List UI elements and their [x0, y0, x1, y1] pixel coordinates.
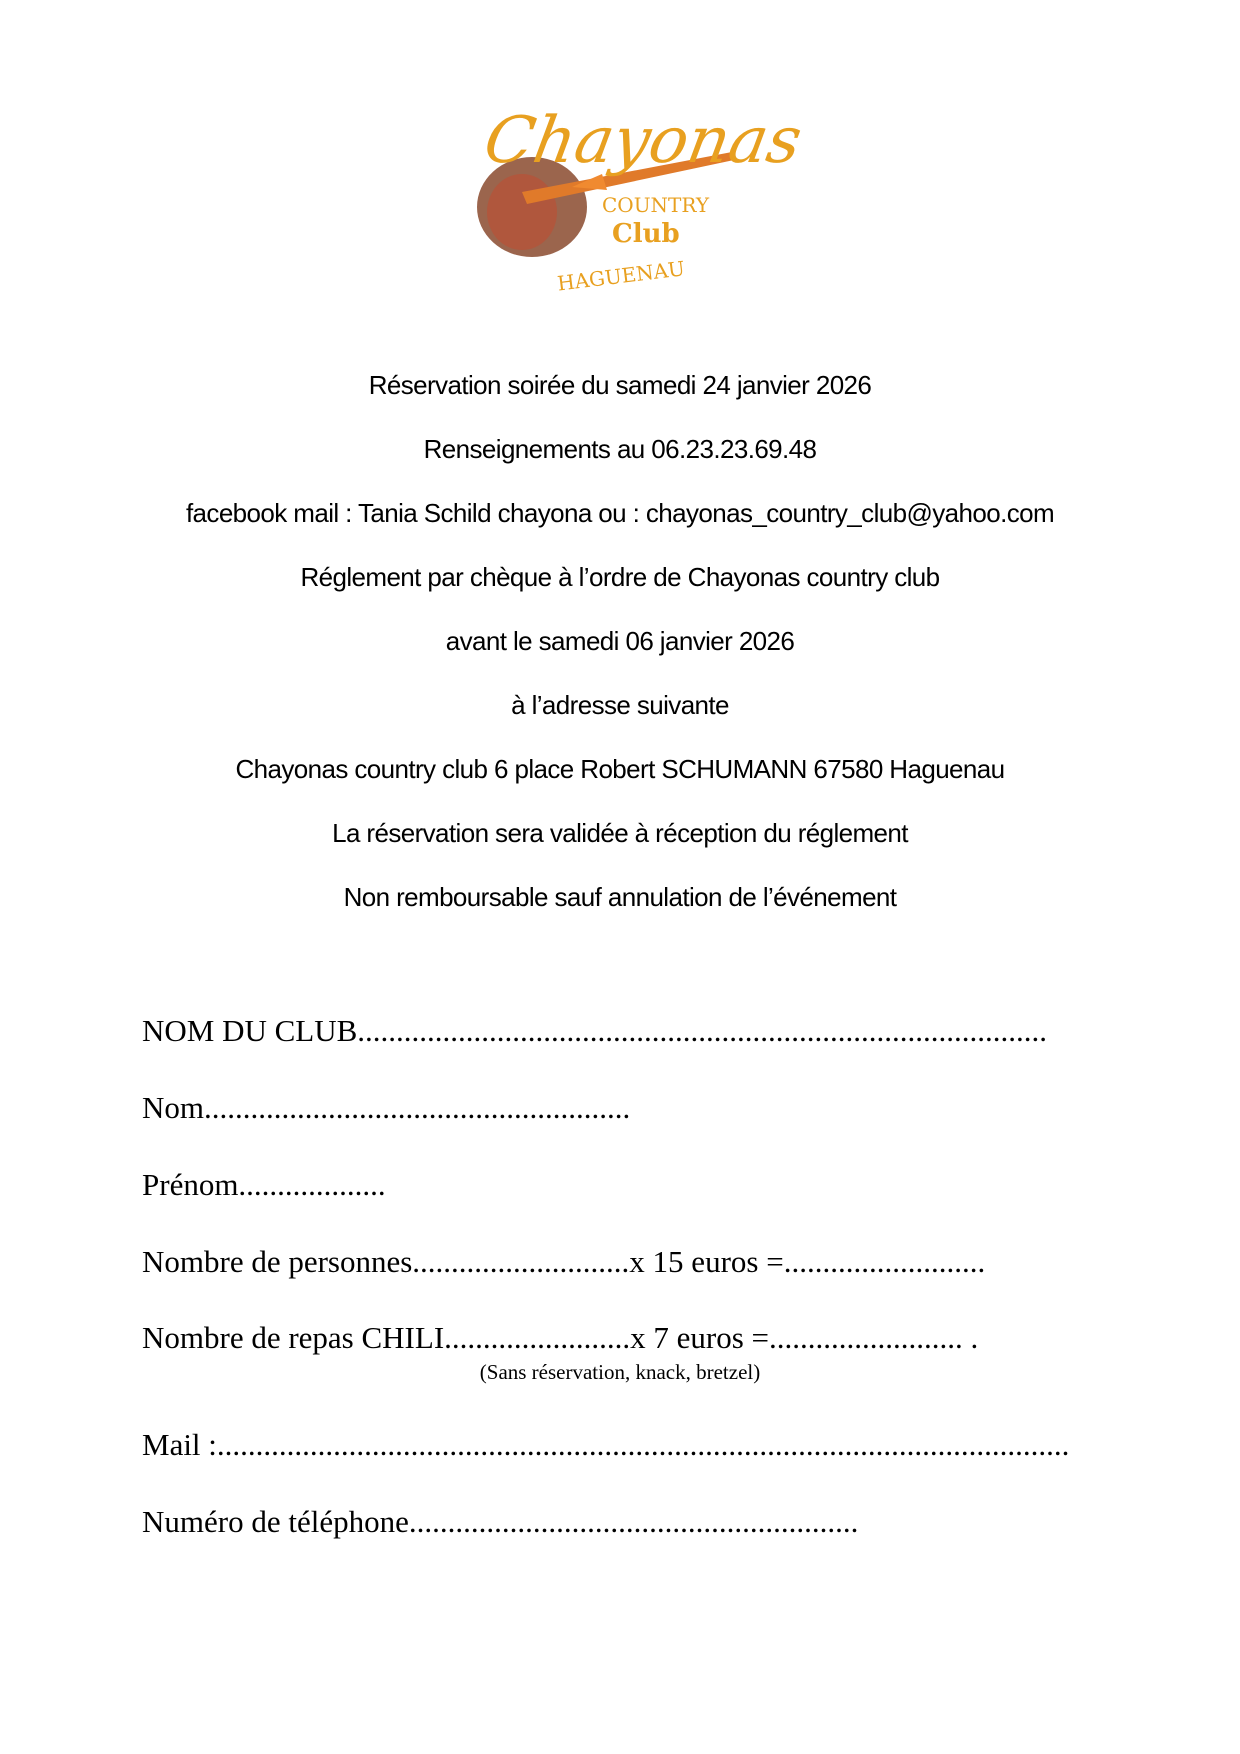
svg-text:COUNTRY: COUNTRY [602, 193, 710, 217]
info-phone: Renseignements au 06.23.23.69.48 [423, 434, 817, 464]
info-payment: Réglement par chèque à l’ordre de Chayonas country club [300, 562, 940, 592]
repas-note: (Sans réservation, knack, bretzel) [479, 1360, 761, 1384]
logo-title: Chayonas [478, 103, 808, 178]
field-personnes[interactable]: Nombre de personnes............................x 15 euros =.......................... [142, 1244, 986, 1279]
field-telephone[interactable]: Numéro de téléphone.......................................................... [142, 1504, 859, 1539]
info-validation: La réservation sera validée à réception du réglement [332, 818, 908, 848]
svg-text:Club: Club [612, 219, 680, 249]
field-mail[interactable]: Mail :.............................................................................................................. [142, 1427, 1070, 1462]
svg-text:HAGUENAU: HAGUENAU [555, 256, 687, 296]
field-club[interactable]: NOM DU CLUB......................................................................................... [142, 1013, 1048, 1048]
field-repas[interactable]: Nombre de repas CHILI........................x 7 euros =......................... . [142, 1320, 979, 1355]
info-contact: facebook mail : Tania Schild chayona ou : chayonas_country_club@yahoo.com [185, 498, 1055, 528]
field-prenom[interactable]: Prénom................... [142, 1167, 386, 1202]
info-deadline: avant le samedi 06 janvier 2026 [445, 626, 795, 656]
info-address: Chayonas country club 6 place Robert SCHUMANN 67580 Haguenau [235, 754, 1005, 784]
info-refund: Non remboursable sauf annulation de l’événement [343, 882, 897, 912]
info-address-label: à l’adresse suivante [511, 690, 729, 720]
field-nom[interactable]: Nom....................................................... [142, 1090, 631, 1125]
event-title: Réservation soirée du samedi 24 janvier 2026 [368, 370, 872, 400]
club-logo [462, 92, 808, 297]
